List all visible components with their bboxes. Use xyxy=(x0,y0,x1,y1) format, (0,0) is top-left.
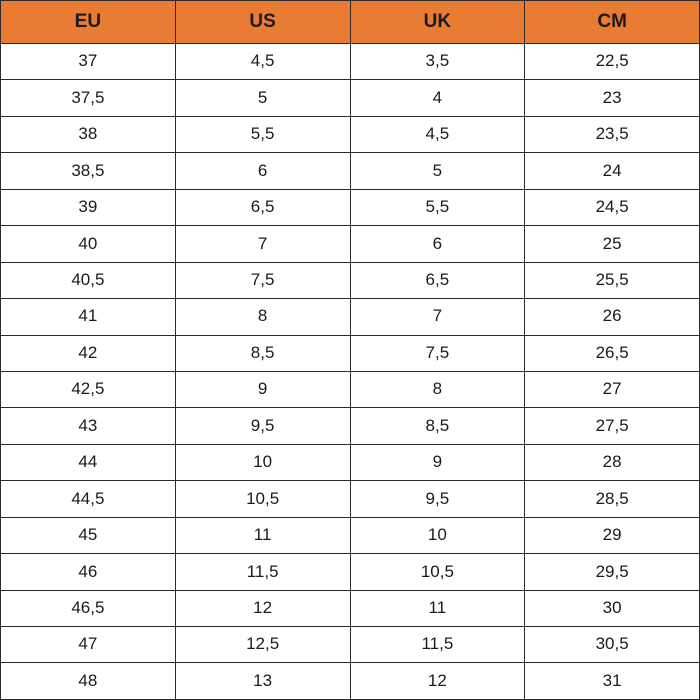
cell-eu: 41 xyxy=(1,299,176,335)
cell-us: 5 xyxy=(175,80,350,116)
table-row xyxy=(1,44,700,80)
cell-us: 11,5 xyxy=(175,554,350,590)
cell-us: 11 xyxy=(175,517,350,553)
cell-us: 7,5 xyxy=(175,262,350,298)
table-row xyxy=(1,189,700,225)
cell-us: 7 xyxy=(175,226,350,262)
cell-eu: 38 xyxy=(1,116,176,152)
cell-cm: 29,5 xyxy=(525,554,700,590)
cell-eu: 44 xyxy=(1,444,176,480)
table-row xyxy=(1,335,700,371)
cell-cm: 28,5 xyxy=(525,481,700,517)
cell-cm: 31 xyxy=(525,663,700,700)
cell-cm: 27 xyxy=(525,371,700,407)
cell-eu: 42,5 xyxy=(1,371,176,407)
cell-us: 12,5 xyxy=(175,627,350,663)
table-row xyxy=(1,481,700,517)
cell-us: 8 xyxy=(175,299,350,335)
cell-eu: 44,5 xyxy=(1,481,176,517)
cell-eu: 40,5 xyxy=(1,262,176,298)
cell-cm: 23,5 xyxy=(525,116,700,152)
cell-uk: 6,5 xyxy=(350,262,525,298)
cell-eu: 45 xyxy=(1,517,176,553)
cell-cm: 26,5 xyxy=(525,335,700,371)
table-row xyxy=(1,262,700,298)
table-row xyxy=(1,80,700,116)
column-header-us: US xyxy=(175,1,350,44)
cell-cm: 23 xyxy=(525,80,700,116)
table-header xyxy=(1,1,700,44)
cell-uk: 5,5 xyxy=(350,189,525,225)
cell-cm: 28 xyxy=(525,444,700,480)
cell-us: 6 xyxy=(175,153,350,189)
table-row xyxy=(1,663,700,700)
cell-uk: 4,5 xyxy=(350,116,525,152)
table-row xyxy=(1,627,700,663)
cell-eu: 47 xyxy=(1,627,176,663)
cell-uk: 11 xyxy=(350,590,525,626)
cell-cm: 27,5 xyxy=(525,408,700,444)
cell-cm: 25,5 xyxy=(525,262,700,298)
cell-cm: 26 xyxy=(525,299,700,335)
cell-uk: 6 xyxy=(350,226,525,262)
cell-uk: 9 xyxy=(350,444,525,480)
table-row xyxy=(1,590,700,626)
cell-uk: 4 xyxy=(350,80,525,116)
table-row xyxy=(1,517,700,553)
cell-uk: 8,5 xyxy=(350,408,525,444)
cell-uk: 12 xyxy=(350,663,525,700)
cell-cm: 30 xyxy=(525,590,700,626)
cell-uk: 8 xyxy=(350,371,525,407)
table-row xyxy=(1,408,700,444)
cell-eu: 43 xyxy=(1,408,176,444)
cell-eu: 38,5 xyxy=(1,153,176,189)
cell-us: 9 xyxy=(175,371,350,407)
cell-eu: 46,5 xyxy=(1,590,176,626)
cell-uk: 9,5 xyxy=(350,481,525,517)
cell-us: 13 xyxy=(175,663,350,700)
column-header-cm: CM xyxy=(525,1,700,44)
table-body xyxy=(1,44,700,700)
cell-us: 10,5 xyxy=(175,481,350,517)
cell-cm: 22,5 xyxy=(525,44,700,80)
column-header-eu: EU xyxy=(1,1,176,44)
cell-uk: 3,5 xyxy=(350,44,525,80)
cell-us: 5,5 xyxy=(175,116,350,152)
cell-eu: 46 xyxy=(1,554,176,590)
cell-uk: 10 xyxy=(350,517,525,553)
cell-eu: 39 xyxy=(1,189,176,225)
cell-uk: 7,5 xyxy=(350,335,525,371)
table-row xyxy=(1,444,700,480)
cell-us: 8,5 xyxy=(175,335,350,371)
cell-eu: 40 xyxy=(1,226,176,262)
cell-eu: 37 xyxy=(1,44,176,80)
table-row xyxy=(1,371,700,407)
table-row xyxy=(1,299,700,335)
cell-us: 4,5 xyxy=(175,44,350,80)
cell-uk: 7 xyxy=(350,299,525,335)
cell-eu: 48 xyxy=(1,663,176,700)
cell-us: 10 xyxy=(175,444,350,480)
cell-cm: 24,5 xyxy=(525,189,700,225)
cell-uk: 11,5 xyxy=(350,627,525,663)
cell-us: 9,5 xyxy=(175,408,350,444)
cell-eu: 42 xyxy=(1,335,176,371)
cell-us: 12 xyxy=(175,590,350,626)
cell-us: 6,5 xyxy=(175,189,350,225)
table-row xyxy=(1,554,700,590)
table-row xyxy=(1,153,700,189)
cell-cm: 30,5 xyxy=(525,627,700,663)
cell-cm: 25 xyxy=(525,226,700,262)
cell-cm: 29 xyxy=(525,517,700,553)
column-header-uk: UK xyxy=(350,1,525,44)
cell-uk: 5 xyxy=(350,153,525,189)
table-header-row xyxy=(1,1,700,44)
cell-cm: 24 xyxy=(525,153,700,189)
table-row xyxy=(1,116,700,152)
cell-uk: 10,5 xyxy=(350,554,525,590)
cell-eu: 37,5 xyxy=(1,80,176,116)
table-row xyxy=(1,226,700,262)
